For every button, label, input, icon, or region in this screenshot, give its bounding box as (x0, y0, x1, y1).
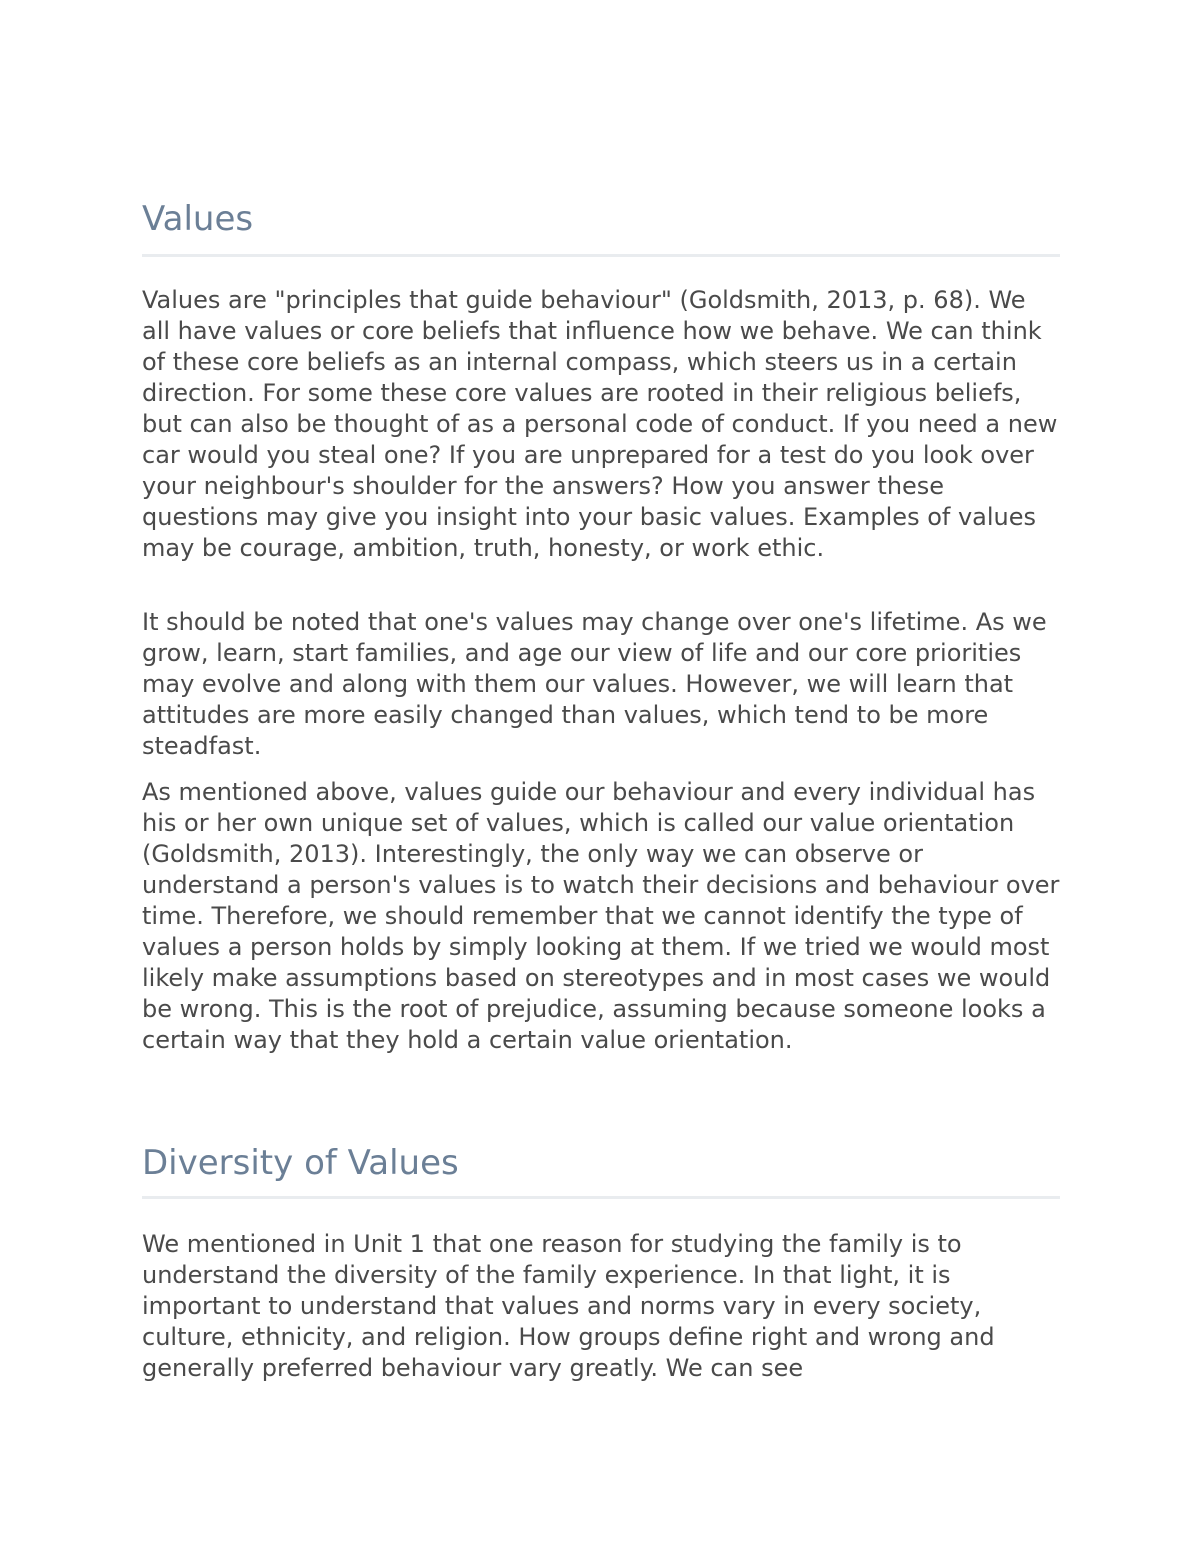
heading-underline (142, 254, 1060, 257)
heading-underline (142, 1196, 1060, 1199)
paragraph: Values are "principles that guide behaviour" (Goldsmith, 2013, p. 68). We all have values or core beliefs that influence how we behave. We can think of these core beliefs as an internal compass, which steers us in a certain direction. For some these core values are rooted in their religious beliefs, but can also be thought of as a personal code of conduct. If you need a new car would you steal one? If you are unprepared for a test do you look over your neighbour's shoulder for the answers? How you answer these questions may give you insight into your basic values. Examples of values may be courage, ambition, truth, honesty, or work ethic. (142, 286, 1058, 562)
section-heading-diversity-of-values: Diversity of Values (142, 1143, 459, 1183)
paragraph: We mentioned in Unit 1 that one reason for studying the family is to understand the diversity of the family experience. In that light, it is important to understand that values and norms vary in every society, culture, ethnicity, and religion. How groups define right and wrong and generally preferred behaviour vary greatly. We can see (142, 1230, 995, 1382)
section-heading-values: Values (142, 199, 254, 239)
paragraph: As mentioned above, values guide our behaviour and every individual has his or her own unique set of values, which is called our value orientation (Goldsmith, 2013). Interestingly, the only way we can observe or understand a person's values is to watch their decisions and behaviour over time. Therefore, we should remember that we cannot identify the type of values a person holds by simply looking at them. If we tried we would most likely make assumptions based on stereotypes and in most cases we would be wrong. This is the root of prejudice, assuming because someone looks a certain way that they hold a certain value orientation. (142, 778, 1060, 1054)
paragraph: It should be noted that one's values may change over one's lifetime. As we grow, learn, start families, and age our view of life and our core priorities may evolve and along with them our values. However, we will learn that attitudes are more easily changed than values, which tend to be more steadfast. (142, 608, 1047, 760)
